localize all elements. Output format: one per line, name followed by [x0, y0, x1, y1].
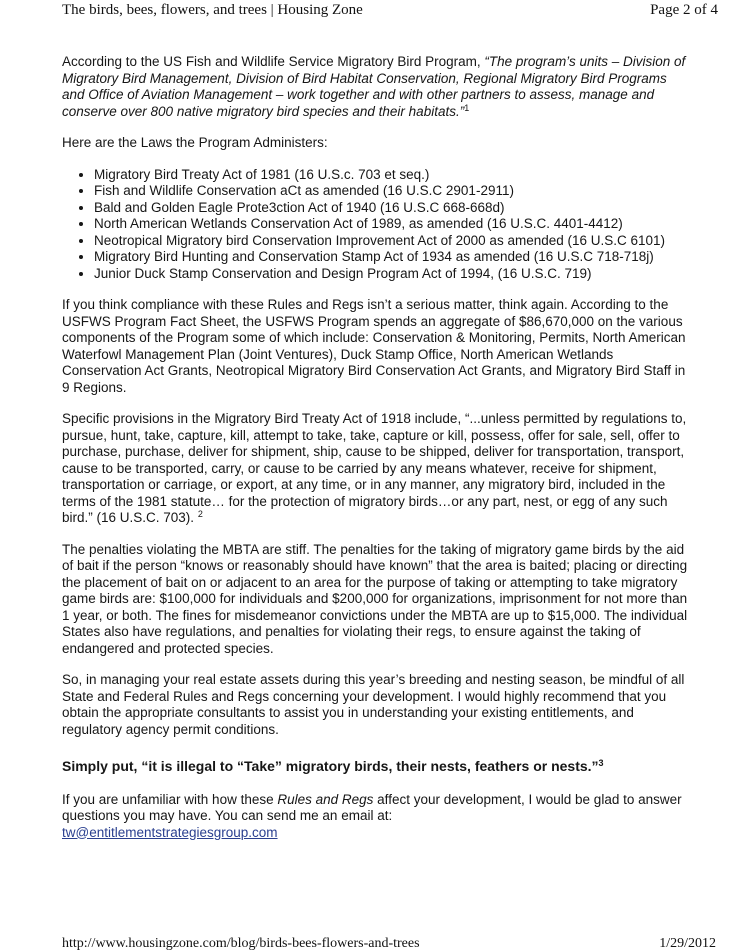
law-item: • Migratory Bird Hunting and Conservation Stamp Act of 1934 as amended (16 U.S.C 718-718j): [94, 249, 688, 266]
footnote-3: 3: [598, 758, 604, 768]
compliance-paragraph: If you think compliance with these Rules and Regs isn’t a serious matter, think again. According to the USFWS Program Fact Sheet, the USFWS Program spends an aggregate of $86,670,000 on the various components of the Program some of which include: Conservation & Monitoring, Permits, North American Waterfowl Management Plan (Joint Ventures), Duck Stamp Office, North American Wetlands Conservation Act Grants, Neotropical Migratory Bird Conservation Act Grants, and Migratory Bird Staff in 9 Regions.: [62, 297, 686, 395]
closing-tail: affect your development, I would be glad to answer questions you may have. You can send me an email at:: [62, 791, 682, 823]
closing-paragraph: [62, 792, 688, 842]
provisions-text: Specific provisions in the Migratory Bird Treaty Act of 1918 include, “...unless permitted by regulations to, pursue, hunt, take, capture, kill, attempt to take, take, capture or kill, possess, offer for sale, sell, offer to purchase, purchase, deliver for shipment, ship, cause to be shipped, deliver for transportation, transport, cause to be transported, carry, or cause to be carried by any means whatever, receive for shipment, transportation or carriage, or export, at any time, or in any manner, any migratory bird, included in the terms of the 1981 statute… for the protection of migratory birds…or any part, nest, or egg of any such bird.” (16 U.S.C. 703).: [62, 411, 687, 525]
footer-date: 1/29/2012: [659, 936, 716, 951]
page-number: Page 2 of 4: [650, 2, 718, 18]
closing-lead: If you are unfamiliar with how these: [62, 791, 278, 807]
footnote-2: 2: [197, 509, 203, 519]
provisions-paragraph: [62, 411, 688, 527]
law-item: • Bald and Golden Eagle Prote3ction Act of 1940 (16 U.S.C 668-668d): [94, 200, 688, 217]
laws-list: [62, 167, 688, 283]
simply-put-statement: [62, 758, 688, 775]
footnote-1: 1: [464, 102, 470, 113]
page-header-title: The birds, bees, flowers, and trees | Housing Zone: [62, 2, 363, 18]
intro-lead: According to the US Fish and Wildlife Service Migratory Bird Program,: [62, 54, 485, 69]
law-item: • North American Wetlands Conservation Act of 1989, as amended (16 U.S.C. 4401-4412): [94, 216, 688, 233]
footer-url: http://www.housingzone.com/blog/birds-bees-flowers-and-trees: [62, 936, 420, 951]
penalties-paragraph: The penalties violating the MBTA are stiff. The penalties for the taking of migratory game birds by the aid of bait if the person “knows or reasonably should have known” that the area is baited; placing or directing the placement of bait on or adjacent to an area for the purpose of taking or attempting to take migratory game birds are: $100,000 for individuals and $200,000 for organizations, imprisonment for not more than 1 year, or both. The fines for misdemeanor convictions under the MBTA are up to $15,000. The individual States also have regulations, and penalties for violating their regs, to ensure against the taking of endangered and protected species.: [62, 541, 688, 656]
program-quote: “The program’s units – Division of Migratory Bird Management, Division of Bird Habitat Conservation, Regional Migratory Bird Programs and Office of Aviation Management – work together and with other partners to assess, manage and conserve over 800 native migratory bird species and their habitats.”: [62, 54, 686, 119]
laws-heading: Here are the Laws the Program Administers:: [62, 135, 328, 150]
managing-paragraph: So, in managing your real estate assets during this year’s breeding and nesting season, be mindful of all State and Federal Rules and Regs concerning your development. I would highly recommend that you obtain the appropriate consultants to assist you in understanding your existing entitlements, and regulatory agency permit conditions.: [62, 672, 685, 737]
simply-put-text: Simply put, “it is illegal to “Take” migratory birds, their nests, feathers or nests.”: [62, 758, 599, 774]
intro-paragraph: [62, 54, 688, 120]
law-item: • Fish and Wildlife Conservation aCt as amended (16 U.S.C 2901-2911): [94, 183, 688, 200]
law-item: • Neotropical Migratory bird Conservation Improvement Act of 2000 as amended (16 U.S.C 6101): [94, 233, 688, 250]
rules-regs-emphasis: Rules and Regs: [277, 791, 374, 807]
law-item: • Migratory Bird Treaty Act of 1981 (16 U.S.c. 703 et seq.): [94, 167, 688, 184]
article-body: [62, 54, 688, 856]
email-link[interactable]: tw@entitlementstrategiesgroup.com: [62, 824, 278, 840]
law-item: • Junior Duck Stamp Conservation and Design Program Act of 1994, (16 U.S.C. 719): [94, 266, 688, 283]
